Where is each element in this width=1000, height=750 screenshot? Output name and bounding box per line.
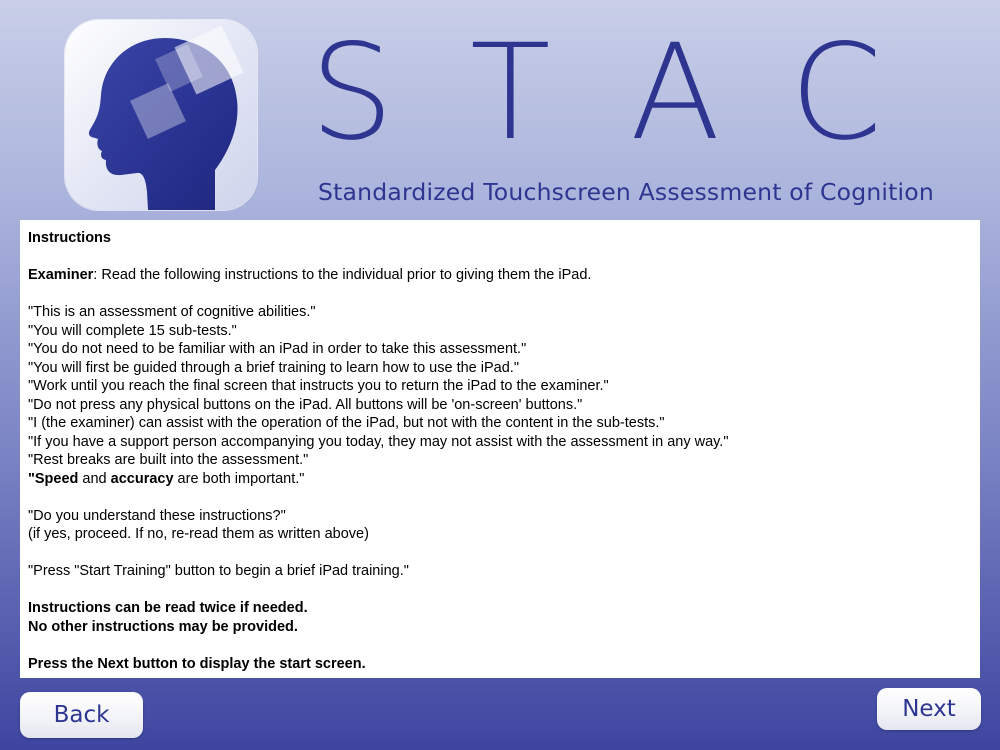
instructions-heading: Instructions [28,230,111,246]
press-start-line: "Press "Start Training" button to begin a brief iPad training." [28,563,409,579]
instruction-line: "If you have a support person accompanying you today, they may not assist with the assessment in any way." [28,433,729,450]
bold-note: Instructions can be read twice if needed. [28,600,308,616]
title-letter: T [470,16,551,170]
title-letter: A [630,16,721,170]
instruction-line: "You will complete 15 sub-tests." [28,322,237,339]
head-profile-icon [65,20,257,210]
examiner-text: : Read the following instructions to the individual prior to giving them the iPad. [93,267,592,283]
instruction-line: "Work until you reach the final screen that instructs you to return the iPad to the examiner." [28,378,609,394]
examiner-line [28,266,972,285]
speed-accuracy-line: "Speed and accuracy are both important." [28,470,305,487]
instruction-line: "I (the examiner) can assist with the operation of the iPad, but not with the content in the sub-tests." [28,415,665,431]
next-button[interactable]: Next [877,688,981,730]
bold-note: Press the Next button to display the start screen. [28,655,366,672]
instruction-line: "This is an assessment of cognitive abilities." [28,304,316,320]
instructions-panel [20,220,980,678]
app-title [310,18,950,168]
instruction-line: "You do not need to be familiar with an iPad in order to take this assessment." [28,341,527,357]
back-button[interactable]: Back [20,692,143,738]
instruction-line: "You will first be guided through a brief training to learn how to use the iPad." [28,359,519,376]
title-letter: C [790,16,883,170]
examiner-label: Examiner [28,267,94,283]
instruction-line: "Do not press any physical buttons on the iPad. All buttons will be 'on-screen' buttons." [28,396,583,413]
question-line: "Do you understand these instructions?" [28,507,286,524]
app-subtitle: Standardized Touchscreen Assessment of Cognition [318,178,934,206]
title-letter: S [310,16,394,170]
instruction-line: "Rest breaks are built into the assessment." [28,452,309,468]
app-logo [65,20,257,210]
question-note: (if yes, proceed. If no, re-read them as written above) [28,526,369,542]
bold-note: No other instructions may be provided. [28,618,298,635]
